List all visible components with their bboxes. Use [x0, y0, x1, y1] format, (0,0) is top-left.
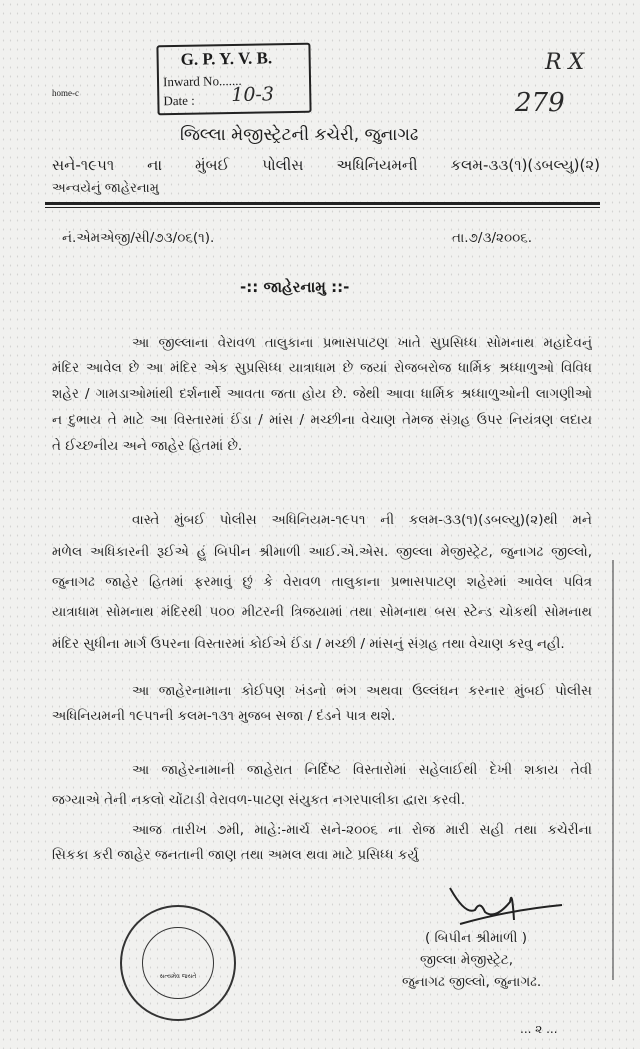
paragraph-line: યાત્રાધામ સોમનાથ મંદિરથી ૫૦૦ મીટરની ત્રિજયામાં તથા સોમનાથ બસ સ્ટેન્ડ ચોકથી સોમનાથ [52, 604, 592, 620]
paragraph-line: આ જાહેરનામાના કોઈપણ ખંડનો ભંગ અથવા ઉલ્લંઘન કરનાર મુંબઈ પોલીસ [132, 683, 592, 699]
notice-heading: -:: જાહેરનામુ ::- [240, 278, 350, 296]
signatory-place: જુનાગઢ જીલ્લો, જુનાગઢ. [402, 974, 542, 990]
paragraph-line: આ જાહેરનામાની જાહેરાત નિર્દિષ્ટ વિસ્તારોમાં સહેલાઈથી દેખી શકાય તેવી [132, 762, 592, 778]
stamp-org: G. P. Y. V. B. [180, 48, 273, 69]
paragraph-line: મંદિર આવેલ છે આ મંદિર એક સુપ્રસિધ્ધ યાત્રાધામ છે જયાં રોજબરોજ ધાર્મિક શ્રધ્ધાળુઓ વિવિધ [52, 360, 592, 376]
scan-edge-line [612, 560, 614, 980]
notice-date: તા.૭/૩/૨૦૦૬. [452, 230, 533, 246]
paragraph-line: જગ્યાએ તેની નકલો ચોંટાડી વેરાવળ-પાટણ સંયુકત નગરપાલીકા દ્વારા કરવી. [52, 792, 466, 808]
office-title: જિલ્લા મેજીસ્ટ્રેટની કચેરી, જુનાગઢ [180, 125, 419, 145]
paragraph-line: આજ તારીખ ૭મી, માહે:-માર્ચ સને-૨૦૦૬ ના રોજ મારી સહી તથા કચેરીના [132, 822, 592, 838]
paragraph-line: સિકકા કરી જાહેર જનતાની જાણ તથા અમલ થવા માટે પ્રસિધ્ધ કર્યુ [52, 847, 419, 863]
paragraph-line: શહેર / ગામડાઓમાંથી દર્શનાર્થે આવતા જતા હોય છે. જેથી આવા ધાર્મિક શ્રધ્ધાળુઓની લાગણીઓ [52, 386, 592, 402]
paragraph-line: જુનાગઢ જાહેર હિતમાં ફરમાવું છું કે વેરાવળ તાલુકાના પ્રભાસપાટણ શહેરમાં આવેલ પવિત્ર [52, 574, 592, 590]
paragraph-line: મળેલ અધિકારની રૂઈએ હું બિપીન શ્રીમાળી આઈ.એ.એસ. જીલ્લા મેજીસ્ટ્રેટ, જુનાગઢ જીલ્લો, [52, 544, 592, 560]
official-seal [120, 905, 236, 1021]
seal-motto: સત્યમેવ જયતે [159, 973, 197, 980]
stamp-date-handwritten: 10-3 [231, 83, 275, 107]
handwritten-number: 279 [515, 88, 565, 118]
emblem-icon [142, 927, 214, 999]
header-rule [45, 202, 600, 205]
page-continuation: ... ૨ ... [520, 1022, 558, 1036]
paragraph-line: ન દુભાય તે માટે આ વિસ્તારમાં ઈંડા / માંસ / મચ્છીના વેચાણ તેમજ સંગ્રહ ઉપર નિયંત્રણ લદાય [52, 412, 592, 428]
signatory-designation: જીલ્લા મેજીસ્ટ્રેટ, [420, 952, 514, 968]
paragraph-line: મંદિર સુધીના માર્ગ ઉપરના વિસ્તારમાં કોઈએ ઈંડા / મચ્છી / માંસનું સંગ્રહ તથા વેચાણ કરવુ નહી. [52, 636, 565, 652]
paragraph-line: તે ઈચ્છનીય અને જાહેર હિતમાં છે. [52, 438, 243, 454]
act-line: સને-૧૯૫૧ ના મુંબઈ પોલીસ અધિનિયમની કલમ-૩૩(૧)(ડબલ્યુ)(૨) [52, 156, 600, 174]
paragraph-line: વાસ્તે મુંબઈ પોલીસ અધિનિયમ-૧૯૫૧ ની કલમ-૩૩(૧)(ડબલ્યુ)(૨)થી મને [132, 512, 592, 528]
inward-stamp [156, 43, 311, 116]
signature-scribble [440, 880, 570, 930]
signatory-name: ( બિપીન શ્રીમાળી ) [425, 930, 528, 946]
stamp-inward-label: Inward No....... [162, 72, 242, 90]
side-mark: home-c [52, 88, 79, 98]
stamp-date-label: Date : [163, 92, 195, 109]
subject-line: અન્વયેનું જાહેરનામુ [52, 181, 159, 196]
header-rule-thin [45, 207, 600, 208]
paragraph-line: અધિનિયમની ૧૯૫૧ની કલમ-૧૩૧ મુજબ સજા / દંડને પાત્ર થશે. [52, 708, 396, 724]
handwritten-mark: R X [545, 50, 585, 75]
reference-number: નં.એમએજી/સી/૭૩/૦૬(૧). [62, 230, 215, 246]
paragraph-line: આ જીલ્લાના વેરાવળ તાલુકાના પ્રભાસપાટણ ખાતે સુપ્રસિધ્ધ સોમનાથ મહાદેવનું [132, 335, 592, 351]
